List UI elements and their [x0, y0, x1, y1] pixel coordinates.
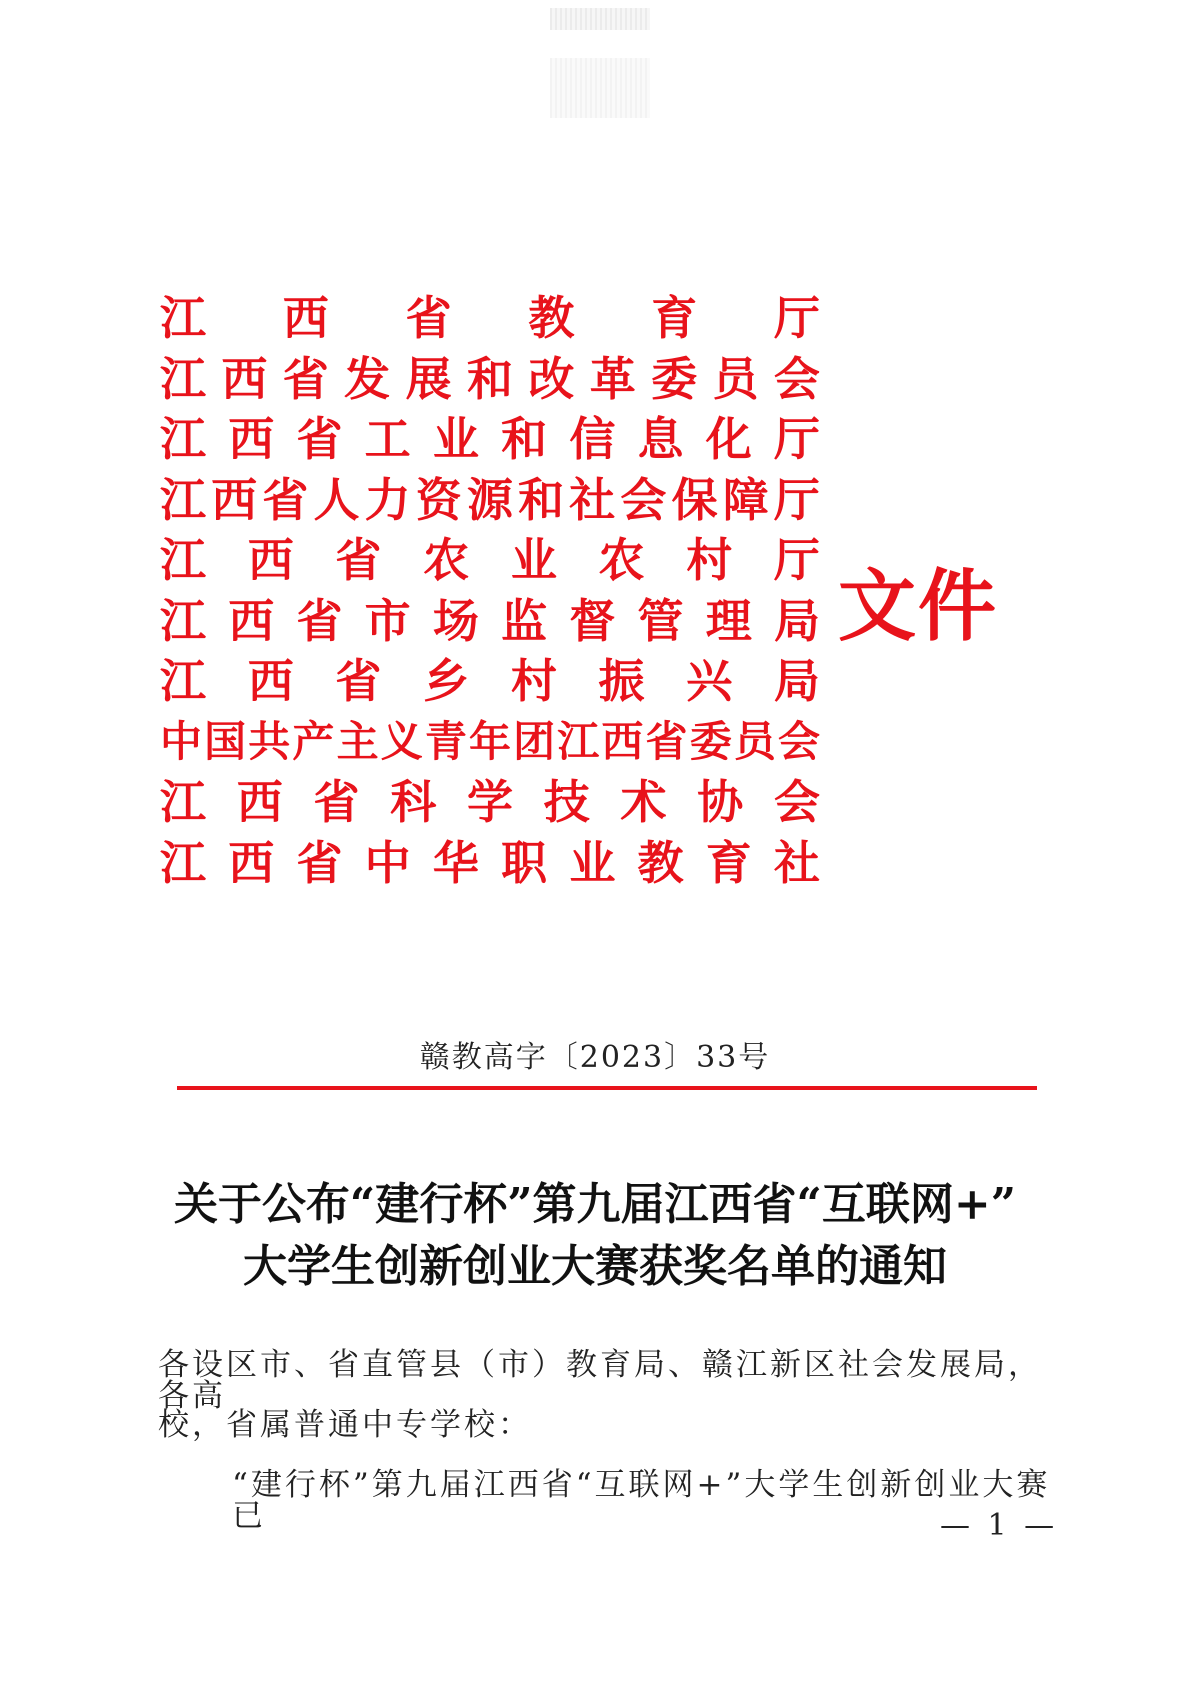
agency-char: 主: [336, 716, 379, 766]
agency-char: 厅: [773, 291, 820, 346]
agency-char: 发: [344, 351, 391, 406]
agency-char: 华: [432, 835, 479, 890]
agency-char: 业: [510, 533, 557, 588]
agency-char: 江: [160, 351, 206, 406]
agency-char: 保: [671, 472, 718, 527]
agency-char: 监: [501, 593, 548, 648]
agency-char: 省: [282, 351, 329, 406]
agency-char: 青: [424, 716, 467, 766]
agency-char: 社: [569, 472, 616, 527]
agency-line: [160, 772, 820, 833]
agency-line: [160, 409, 820, 470]
agency-char: 江: [160, 291, 206, 346]
agency-char: 理: [705, 593, 752, 648]
agency-char: 和: [501, 412, 548, 467]
agency-char: 省: [405, 291, 452, 346]
agency-char: 会: [777, 716, 820, 766]
agency-char: 西: [228, 593, 275, 648]
title-line-2: 大学生创新创业大赛获奖名单的通知: [243, 1241, 947, 1292]
agency-char: 江: [160, 593, 206, 648]
agency-char: 厅: [773, 412, 820, 467]
agency-char: 工: [364, 412, 411, 467]
notice-title: [0, 1174, 1190, 1298]
agency-char: 共: [248, 716, 291, 766]
agency-char: 协: [697, 775, 744, 830]
agency-line: [160, 288, 820, 349]
agency-char: 省: [296, 412, 343, 467]
agency-char: 障: [722, 472, 769, 527]
agency-char: 会: [773, 351, 820, 406]
header-suffix: 文件: [838, 561, 999, 652]
agency-char: 村: [510, 654, 557, 709]
scan-artifact: [550, 58, 650, 118]
agency-char: 乡: [423, 654, 470, 709]
agency-char: 育: [705, 835, 752, 890]
agency-char: 育: [651, 291, 698, 346]
agency-char: 省: [335, 654, 382, 709]
agency-char: 产: [292, 716, 335, 766]
agency-char: 村: [686, 533, 733, 588]
agency-char: 局: [773, 654, 820, 709]
agency-char: 会: [774, 775, 820, 830]
agency-char: 江: [160, 654, 206, 709]
agency-char: 技: [543, 775, 590, 830]
agency-char: 人: [313, 472, 360, 527]
agency-char: 省: [262, 472, 309, 527]
agency-char: 团: [513, 716, 556, 766]
agency-line: [160, 470, 820, 531]
agency-char: 农: [598, 533, 645, 588]
agency-char: 资: [415, 472, 462, 527]
agency-char: 江: [557, 716, 600, 766]
agency-char: 西: [236, 775, 283, 830]
agency-char: 江: [160, 775, 206, 830]
agency-char: 源: [466, 472, 513, 527]
agency-char: 省: [645, 716, 688, 766]
agency-char: 西: [601, 716, 644, 766]
agency-line: [160, 833, 820, 894]
agency-line: [160, 530, 820, 591]
agency-char: 委: [651, 351, 698, 406]
agency-char: 改: [528, 351, 575, 406]
agency-char: 场: [432, 593, 479, 648]
agency-char: 农: [423, 533, 470, 588]
document-number: 赣教高字〔2023〕33号: [419, 1040, 771, 1075]
agency-char: 展: [405, 351, 452, 406]
agency-char: 西: [282, 291, 329, 346]
agency-char: 业: [432, 412, 479, 467]
agency-char: 督: [569, 593, 616, 648]
agency-char: 西: [221, 351, 268, 406]
agency-line: [160, 349, 820, 410]
agency-char: 社: [773, 835, 820, 890]
agency-char: 西: [228, 412, 275, 467]
agency-char: 西: [247, 654, 294, 709]
agency-char: 科: [390, 775, 437, 830]
salutation-line-1: 各设区市、省直管县（市）教育局、赣江新区社会发展局，各高: [158, 1347, 1042, 1414]
agency-char: 局: [773, 593, 820, 648]
agency-char: 中: [160, 716, 203, 766]
agency-char: 振: [598, 654, 645, 709]
agency-char: 江: [160, 472, 206, 527]
agency-char: 兴: [686, 654, 733, 709]
agency-char: 息: [637, 412, 684, 467]
agency-char: 市: [364, 593, 411, 648]
agency-char: 中: [364, 835, 411, 890]
agency-char: 术: [620, 775, 667, 830]
agency-char: 学: [467, 775, 513, 830]
agency-char: 厅: [773, 533, 820, 588]
agency-char: 西: [247, 533, 294, 588]
agency-char: 省: [296, 593, 343, 648]
scan-artifact: [550, 8, 650, 30]
issuing-agencies: [160, 288, 820, 893]
agency-char: 和: [466, 351, 513, 406]
agency-char: 业: [569, 835, 616, 890]
agency-char: 教: [637, 835, 684, 890]
agency-char: 江: [160, 412, 206, 467]
agency-char: 省: [313, 775, 360, 830]
agency-char: 和: [518, 472, 565, 527]
agency-char: 义: [380, 716, 423, 766]
agency-char: 革: [589, 351, 636, 406]
agency-char: 信: [569, 412, 616, 467]
agency-char: 职: [501, 835, 548, 890]
red-divider: [177, 1086, 1037, 1090]
agency-line: [160, 591, 820, 652]
agency-line: [160, 651, 820, 712]
agency-char: 西: [228, 835, 275, 890]
agency-char: 委: [689, 716, 732, 766]
agency-char: 年: [468, 716, 511, 766]
agency-char: 西: [211, 472, 258, 527]
agency-char: 员: [712, 351, 759, 406]
agency-char: 力: [364, 472, 411, 527]
agency-char: 江: [160, 835, 206, 890]
agency-char: 化: [705, 412, 752, 467]
page-number: — 1 —: [940, 1508, 1059, 1543]
agency-line: [160, 712, 820, 773]
title-line-1: 关于公布“建行杯”第九届江西省“互联网+”: [173, 1179, 1017, 1230]
agency-char: 员: [733, 716, 776, 766]
agency-char: 管: [637, 593, 684, 648]
agency-char: 会: [620, 472, 667, 527]
agency-char: 江: [160, 533, 206, 588]
salutation-line-2: 校，省属普通中专学校：: [158, 1407, 532, 1443]
agency-char: 国: [204, 716, 247, 766]
agency-char: 教: [528, 291, 575, 346]
agency-char: 省: [296, 835, 343, 890]
agency-char: 省: [335, 533, 382, 588]
agency-char: 厅: [773, 472, 820, 527]
body-paragraph: “建行杯”第九届江西省“互联网+”大学生创新创业大赛已: [232, 1467, 1051, 1534]
